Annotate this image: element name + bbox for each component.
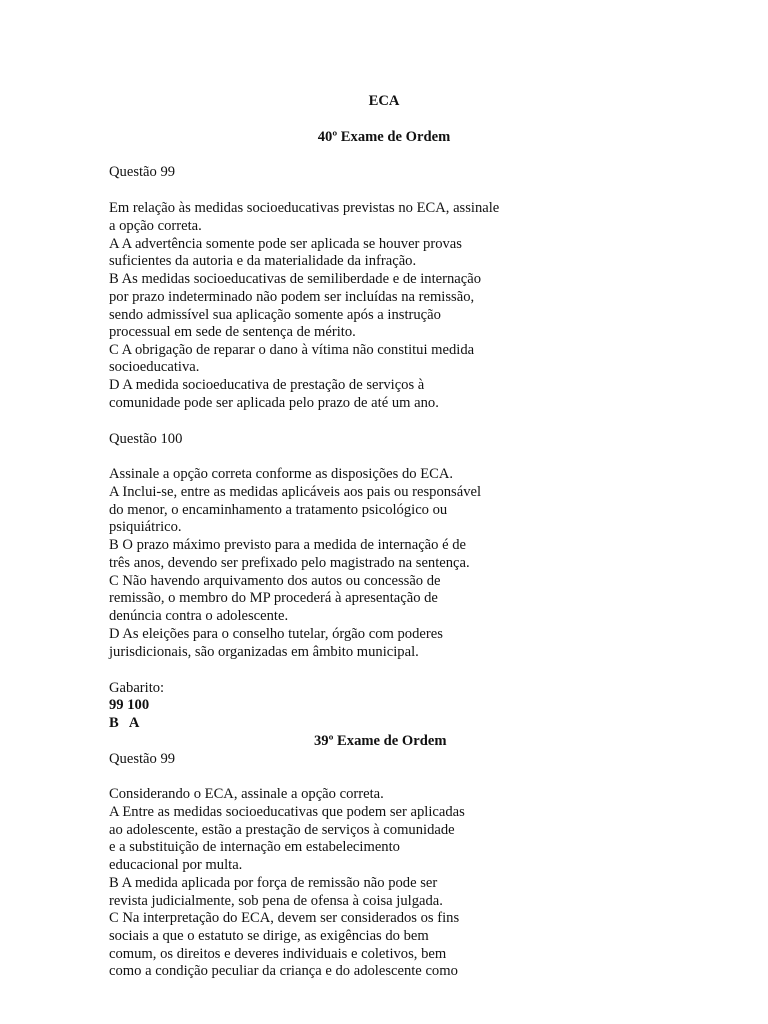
option-a-line: A Inclui-se, entre as medidas aplicáveis aos pais ou responsável <box>109 484 482 500</box>
option-d-line: D As eleições para o conselho tutelar, órgão com poderes <box>109 626 443 642</box>
option-a-line: suficientes da autoria e da materialidade da infração. <box>109 253 417 269</box>
option-c-line: denúncia contra o adolescente. <box>109 608 289 624</box>
option-a-line: A A advertência somente pode ser aplicada se houver provas <box>109 236 462 252</box>
exam-40-heading: 40º Exame de Ordem <box>317 129 451 145</box>
gabarito-numbers: 99 100 <box>109 697 150 713</box>
option-b-line: revista judicialmente, sob pena de ofensa à coisa julgada. <box>109 893 443 909</box>
question-text-line: Em relação às medidas socioeducativas previstas no ECA, assinale <box>109 200 500 216</box>
option-b-line: três anos, devendo ser prefixado pelo magistrado na sentença. <box>109 555 470 571</box>
option-b-line: B O prazo máximo previsto para a medida de internação é de <box>109 537 466 553</box>
option-b-line: B As medidas socioeducativas de semiliberdade e de internação <box>109 271 482 287</box>
question-99-label: Questão 99 <box>109 164 176 180</box>
option-a-line: ao adolescente, estão a prestação de serviços à comunidade <box>109 822 455 838</box>
option-a-line: do menor, o encaminhamento a tratamento psicológico ou <box>109 502 448 518</box>
option-c-line: C Não havendo arquivamento dos autos ou concessão de <box>109 573 441 589</box>
option-c-line: C Na interpretação do ECA, devem ser considerados os fins <box>109 910 460 926</box>
option-c-line: sociais a que o estatuto se dirige, as exigências do bem <box>109 928 429 944</box>
option-a-line: educacional por multa. <box>109 857 243 873</box>
option-a-line: A Entre as medidas socioeducativas que podem ser aplicadas <box>109 804 465 820</box>
option-b-line: por prazo indeterminado não podem ser incluídas na remissão, <box>109 289 475 305</box>
option-d-line: D A medida socioeducativa de prestação de serviços à <box>109 377 425 393</box>
option-b-line: sendo admissível sua aplicação somente após a instrução <box>109 307 441 323</box>
question-99-label: Questão 99 <box>109 751 176 767</box>
document-title: ECA <box>368 93 400 109</box>
question-text-line: a opção correta. <box>109 218 202 234</box>
gabarito-answers: B A <box>109 715 140 731</box>
option-a-line: psiquiátrico. <box>109 519 182 535</box>
question-text-line: Assinale a opção correta conforme as disposições do ECA. <box>109 466 454 482</box>
option-c-line: socioeducativa. <box>109 359 200 375</box>
option-c-line: comum, os direitos e deveres individuais e coletivos, bem <box>109 946 447 962</box>
exam-39-heading: 39º Exame de Ordem <box>314 733 447 749</box>
option-b-line: processual em sede de sentença de mérito. <box>109 324 356 340</box>
question-text-line: Considerando o ECA, assinale a opção correta. <box>109 786 384 802</box>
option-a-line: e a substituição de internação em estabelecimento <box>109 839 400 855</box>
option-c-line: remissão, o membro do MP procederá à apresentação de <box>109 590 438 606</box>
gabarito-label: Gabarito: <box>109 680 165 696</box>
option-d-line: comunidade pode ser aplicada pelo prazo de até um ano. <box>109 395 439 411</box>
option-c-line: como a condição peculiar da criança e do adolescente como <box>109 963 458 979</box>
option-b-line: B A medida aplicada por força de remissão não pode ser <box>109 875 438 891</box>
option-d-line: jurisdicionais, são organizadas em âmbito municipal. <box>109 644 419 660</box>
question-100-label: Questão 100 <box>109 431 183 447</box>
option-c-line: C A obrigação de reparar o dano à vítima não constitui medida <box>109 342 475 358</box>
